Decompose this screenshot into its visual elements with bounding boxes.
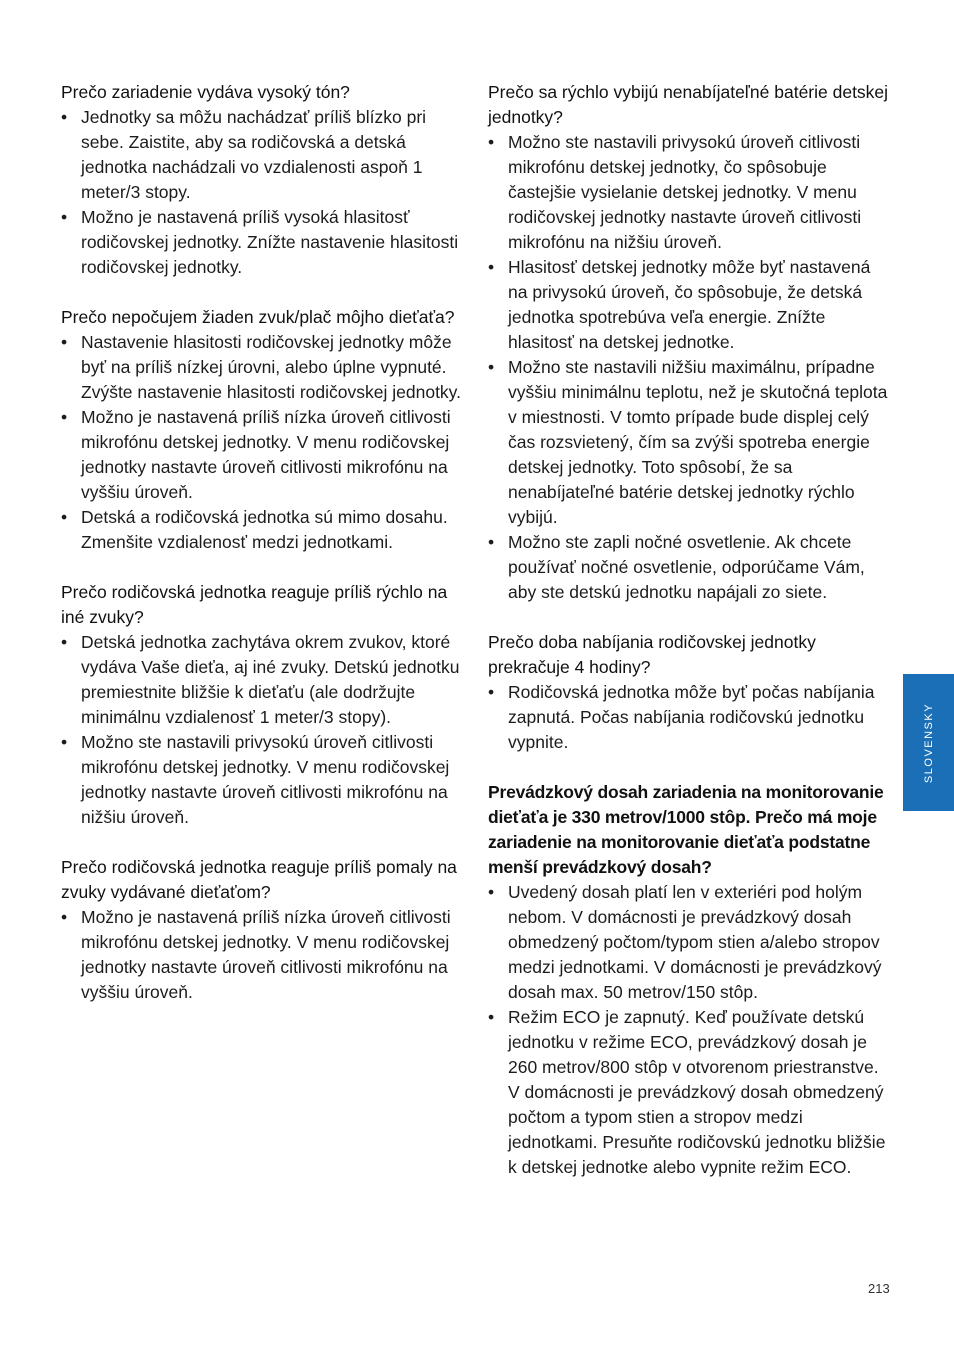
- faq-answer-item: • Detská jednotka zachytáva okrem zvukov, ktoré vydáva Vaše dieťa, aj iné zvuky. Detskú jednotku premiestnite bližšie k dieťaťu (ale dodržujte minimálnu vzdialenosť 1 meter/3 stopy).: [61, 630, 471, 730]
- language-side-tab: [903, 674, 954, 811]
- faq-answer-item: • Možno ste nastavili privysokú úroveň citlivosti mikrofónu detskej jednotky, čo spôsobuje častejšie vysielanie detskej jednotky. V menu rodičovskej jednotky nastavte úroveň citlivosti mikrofónu na nižšiu úroveň.: [488, 130, 893, 255]
- faq-answer-item: • Nastavenie hlasitosti rodičovskej jednotky môže byť na príliš nízkej úrovni, alebo úplne vypnuté. Zvýšte nastavenie hlasitosti rodičovskej jednotky.: [61, 330, 471, 405]
- faq-question: Prečo rodičovská jednotka reaguje príliš pomaly na zvuky vydávané dieťaťom?: [61, 857, 457, 902]
- faq-answer-list: [61, 105, 471, 280]
- faq-answer-item: • Možno ste zapli nočné osvetlenie. Ak chcete používať nočné osvetlenie, odporúčame Vám, aby ste detskú jednotku napájali zo siete.: [488, 530, 893, 605]
- faq-question: Prečo zariadenie vydáva vysoký tón?: [61, 82, 350, 102]
- faq-question: Prečo sa rýchlo vybijú nenabíjateľné batérie detskej jednotky?: [488, 82, 889, 127]
- faq-answer-item: • Jednotky sa môžu nachádzať príliš blízko pri sebe. Zaistite, aby sa rodičovská a detská jednotka nachádzali vo vzdialenosti aspoň 1 meter/3 stopy.: [61, 105, 471, 205]
- faq-answer-item: • Možno ste nastavili nižšiu maximálnu, prípadne vyššiu minimálnu teplotu, než je skutočná teplota v miestnosti. V tomto prípade bude displej celý čas rozsvietený, čím sa zvýši spotreba energie detskej jednotky. Toto spôsobí, že sa nenabíjateľné batérie detskej jednotky rýchlo vybijú.: [488, 355, 893, 530]
- faq-answer-item: • Uvedený dosah platí len v exteriéri pod holým nebom. V domácnosti je prevádzkový dosah obmedzený počtom/typom stien a/alebo stropov medzi jednotkami. V domácnosti je prevádzkový dosah max. 50 metrov/150 stôp.: [488, 880, 893, 1005]
- faq-answer-item: • Možno je nastavená príliš nízka úroveň citlivosti mikrofónu detskej jednotky. V menu rodičovskej jednotky nastavte úroveň citlivosti mikrofónu na vyššiu úroveň.: [61, 905, 471, 1005]
- faq-question: Prečo rodičovská jednotka reaguje príliš rýchlo na iné zvuky?: [61, 582, 448, 627]
- faq-answer-item: • Detská a rodičovská jednotka sú mimo dosahu. Zmenšite vzdialenosť medzi jednotkami.: [61, 505, 471, 555]
- page-number: 213: [868, 1281, 890, 1296]
- faq-question: Prevádzkový dosah zariadenia na monitorovanie dieťaťa je 330 metrov/1000 stôp. Prečo má moje zariadenie na monitorovanie dieťaťa podstatne menší prevádzkový dosah?: [488, 782, 884, 877]
- faq-answer-list: [61, 330, 471, 555]
- faq-answer-item: • Režim ECO je zapnutý. Keď používate detskú jednotku v režime ECO, prevádzkový dosah je 260 metrov/800 stôp v otvorenom priestranstve. V domácnosti je prevádzkový dosah obmedzený počtom a typom stien a stropov medzi jednotkami. Presuňte rodičovskú jednotku bližšie k detskej jednotke alebo vypnite režim ECO.: [488, 1005, 893, 1180]
- faq-answer-list: [61, 630, 471, 830]
- faq-answer-list: [61, 905, 471, 1005]
- right-column: [488, 80, 893, 1205]
- faq-section-operating-range: [488, 780, 893, 1180]
- faq-section-charging-time: [488, 630, 893, 755]
- faq-answer-item: • Možno je nastavená príliš vysoká hlasitosť rodičovskej jednotky. Znížte nastavenie hlasitosti rodičovskej jednotky.: [61, 205, 471, 280]
- language-label: SLOVENSKY: [922, 702, 935, 783]
- faq-answer-item: • Možno je nastavená príliš nízka úroveň citlivosti mikrofónu detskej jednotky. V menu rodičovskej jednotky nastavte úroveň citlivosti mikrofónu na vyššiu úroveň.: [61, 405, 471, 505]
- faq-answer-item: • Rodičovská jednotka môže byť počas nabíjania zapnutá. Počas nabíjania rodičovskú jednotku vypnite.: [488, 680, 893, 755]
- faq-answer-list: [488, 880, 893, 1180]
- faq-question: Prečo doba nabíjania rodičovskej jednotky prekračuje 4 hodiny?: [488, 632, 816, 677]
- faq-section-reacts-too-slow: [61, 855, 471, 1005]
- faq-question: Prečo nepočujem žiaden zvuk/plač môjho dieťaťa?: [61, 307, 455, 327]
- faq-section-reacts-too-fast: [61, 580, 471, 830]
- faq-answer-item: • Možno ste nastavili privysokú úroveň citlivosti mikrofónu detskej jednotky. V menu rodičovskej jednotky nastavte úroveň citlivosti mikrofónu na nižšiu úroveň.: [61, 730, 471, 830]
- faq-section-high-tone: [61, 80, 471, 280]
- faq-answer-item: • Hlasitosť detskej jednotky môže byť nastavená na privysokú úroveň, čo spôsobuje, že detská jednotka spotrebúva veľa energie. Znížte hlasitosť na detskej jednotke.: [488, 255, 893, 355]
- faq-section-batteries: [488, 80, 893, 605]
- left-column: [61, 80, 471, 1030]
- faq-answer-list: [488, 130, 893, 605]
- faq-section-no-sound: [61, 305, 471, 555]
- faq-answer-list: [488, 680, 893, 755]
